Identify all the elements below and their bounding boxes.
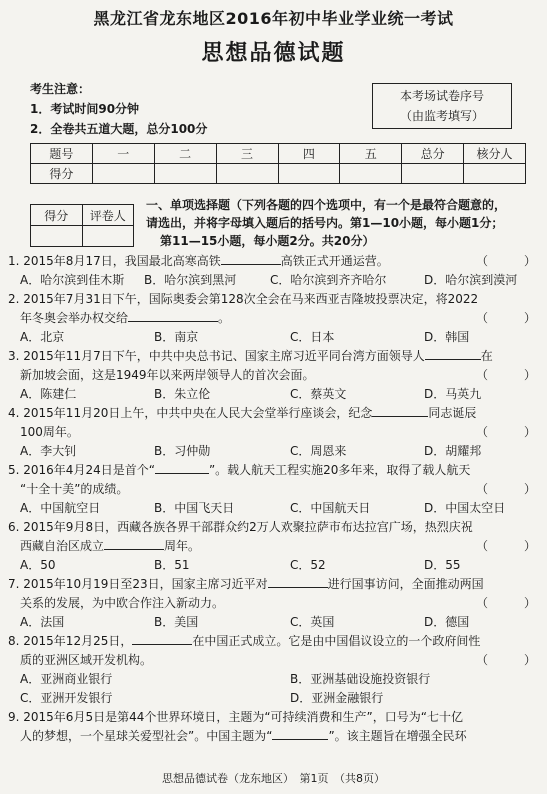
q7-option-d[interactable]: D．德国 — [424, 615, 470, 629]
q4-stem-line1 — [8, 404, 476, 421]
q5-text-b: ”。载人航天工程实施20多年来，取得了载人航天 — [208, 463, 471, 477]
q2-stem-line2 — [20, 309, 230, 326]
q7-text-b: 进行国事访问，全面推动两国 — [327, 577, 484, 591]
q9-stem-line1: 9. 2015年6月5日是第44个世界环境日，主题为“可持续消费和生产”，口号为“七十亿 — [8, 710, 463, 724]
q8-option-b[interactable]: B．亚洲基础设施投资银行 — [290, 672, 431, 686]
q3-text-b: 在 — [480, 349, 493, 363]
q6-text-b: 周年。 — [164, 539, 201, 553]
score-header-cell: 核分人 — [464, 144, 526, 164]
q1-option-c[interactable]: C．哈尔滨到齐齐哈尔 — [270, 273, 387, 287]
q5-stem-line1 — [8, 461, 470, 478]
grader-score-cell[interactable] — [31, 226, 83, 247]
q6-option-a[interactable]: A．50 — [20, 558, 56, 572]
section1-line1: 一、单项选择题（下列各题的四个选项中，有一个是最符合题意的， — [146, 198, 507, 212]
section1-line3: 第11—15小题，每小题2分。共20分） — [160, 234, 375, 248]
q8-option-c[interactable]: C．亚洲开发银行 — [20, 691, 113, 705]
section1-line2: 请选出，并将字母填入题后的括号内。第1—10小题，每小题1分； — [146, 216, 504, 230]
q2-text: 年冬奥会举办权交给 — [20, 311, 129, 325]
q7-option-c[interactable]: C．英国 — [290, 615, 335, 629]
q6-option-d[interactable]: D．55 — [424, 558, 461, 572]
q2-option-a[interactable]: A．北京 — [20, 330, 65, 344]
grader-score-label: 得分 — [31, 205, 83, 226]
score-header-cell: 一 — [92, 144, 154, 164]
exam-title: 黑龙江省龙东地区2016年初中毕业学业统一考试 — [93, 9, 454, 28]
q5-option-a[interactable]: A．中国航空日 — [20, 501, 101, 515]
notice-item-2: 2．全卷共五道大题，总分100分 — [30, 122, 208, 136]
q7-stem-line1 — [8, 575, 484, 592]
q5-option-b[interactable]: B．中国飞天日 — [154, 501, 235, 515]
score-entry-cell[interactable] — [464, 164, 526, 184]
score-header-cell: 三 — [216, 144, 278, 164]
q7-stem-line2: 关系的发展，为中欧合作注入新动力。 — [20, 596, 225, 610]
q2-option-c[interactable]: C．日本 — [290, 330, 335, 344]
score-entry-cell[interactable] — [402, 164, 464, 184]
q9-text-a: 人的梦想，一个星球关爱型社会”。中国主题为“ — [20, 729, 273, 743]
grader-label: 评卷人 — [82, 205, 134, 226]
q7-blank[interactable] — [268, 576, 328, 588]
q1-option-d[interactable]: D．哈尔滨到漠河 — [424, 273, 518, 287]
q1-text-a: 1. 2015年8月17日，我国最北高寒高铁 — [8, 254, 221, 268]
q4-option-b[interactable]: B．习仲勋 — [154, 444, 211, 458]
q3-option-c[interactable]: C．蔡英文 — [290, 387, 347, 401]
grader-table — [30, 204, 134, 247]
grader-name-cell[interactable] — [82, 226, 134, 247]
q2-option-d[interactable]: D．韩国 — [424, 330, 470, 344]
q3-answer-paren[interactable]: （ ） — [476, 368, 537, 382]
q8-stem-line2: 质的亚洲区域开发机构。 — [20, 653, 153, 667]
score-table — [30, 143, 526, 184]
q5-option-d[interactable]: D．中国太空日 — [424, 501, 506, 515]
q5-answer-paren[interactable]: （ ） — [476, 482, 537, 496]
q4-text-b: 同志诞辰 — [428, 406, 477, 420]
q5-option-c[interactable]: C．中国航天日 — [290, 501, 371, 515]
q2-stem-line1: 2. 2015年7月31日下午，国际奥委会第128次全会在马来西亚吉隆坡投票决定，将2022 — [8, 292, 479, 306]
q8-answer-paren[interactable]: （ ） — [476, 653, 537, 667]
q8-option-a[interactable]: A．亚洲商业银行 — [20, 672, 113, 686]
q3-option-d[interactable]: D．马英九 — [424, 387, 482, 401]
q4-text-a: 4. 2015年11月20日上午，中共中央在人民大会堂举行座谈会，纪念 — [8, 406, 373, 420]
q6-blank[interactable] — [104, 538, 164, 550]
score-entry-cell[interactable] — [216, 164, 278, 184]
q6-answer-paren[interactable]: （ ） — [476, 539, 537, 553]
score-entry-cell[interactable] — [340, 164, 402, 184]
score-entry-cell[interactable] — [92, 164, 154, 184]
q9-stem-line2 — [20, 727, 467, 744]
score-header-cell: 四 — [278, 144, 340, 164]
q8-stem-line1 — [8, 632, 480, 649]
q8-blank[interactable] — [132, 633, 192, 645]
q3-stem-line2: 新加坡会面，这是1949年以来两岸领导人的首次会面。 — [20, 368, 315, 382]
q6-stem-line1: 6. 2015年9月8日，西藏各族各界干部群众约2万人欢聚拉萨市布达拉宫广场，热烈庆祝 — [8, 520, 473, 534]
q6-option-b[interactable]: B．51 — [154, 558, 190, 572]
q1-text-b: 高铁正式开通运营。 — [280, 254, 389, 268]
q3-stem-line1 — [8, 347, 493, 364]
q4-option-a[interactable]: A．李大钊 — [20, 444, 77, 458]
q9-text-b: ”。该主题旨在增强全民环 — [328, 729, 467, 743]
q6-option-c[interactable]: C．52 — [290, 558, 326, 572]
section1-instructions — [146, 196, 534, 250]
q3-option-a[interactable]: A．陈建仁 — [20, 387, 77, 401]
score-header-cell: 总分 — [402, 144, 464, 164]
q5-blank[interactable] — [155, 462, 209, 474]
q7-answer-paren[interactable]: （ ） — [476, 596, 537, 610]
notice-heading: 考生注意： — [30, 82, 91, 96]
q6-stem-line2 — [20, 537, 200, 554]
q1-option-a[interactable]: A．哈尔滨到佳木斯 — [20, 273, 125, 287]
score-header-cell: 五 — [340, 144, 402, 164]
q2-answer-paren[interactable]: （ ） — [476, 311, 537, 325]
q2-blank[interactable] — [128, 310, 218, 322]
q1-stem — [8, 252, 389, 269]
notice-item-1: 1．考试时间90分钟 — [30, 102, 140, 116]
q1-answer-paren[interactable]: （ ） — [476, 254, 537, 268]
q3-text-a: 3. 2015年11月7日下午，中共中央总书记、国家主席习近平同台湾方面领导人 — [8, 349, 425, 363]
q4-answer-paren[interactable]: （ ） — [476, 425, 537, 439]
q4-blank[interactable] — [372, 405, 428, 417]
q9-blank[interactable] — [272, 728, 328, 740]
q1-option-b[interactable]: B．哈尔滨到黑河 — [144, 273, 237, 287]
q7-text-a: 7. 2015年10月19日至23日，国家主席习近平对 — [8, 577, 268, 591]
q3-blank[interactable] — [425, 348, 481, 360]
exam-subject-title: 思想品德试题 — [201, 41, 346, 66]
q1-blank[interactable] — [221, 253, 281, 265]
score-header-cell: 二 — [154, 144, 216, 164]
q8-text-b: 在中国正式成立。它是由中国倡议设立的一个政府间性 — [192, 634, 481, 648]
score-header-cell: 题号 — [31, 144, 93, 164]
q2-option-b[interactable]: B．南京 — [154, 330, 199, 344]
seat-box-line1: 本考场试卷序号 — [399, 89, 484, 103]
seat-number-box — [372, 83, 512, 129]
q6-text-a: 西藏自治区成立 — [20, 539, 105, 553]
q4-stem-line2: 100周年。 — [20, 425, 79, 439]
q4-option-c[interactable]: C．周恩来 — [290, 444, 347, 458]
score-table-header-row — [31, 144, 526, 164]
q8-text-a: 8. 2015年12月25日， — [8, 634, 133, 648]
q7-option-b[interactable]: B．美国 — [154, 615, 199, 629]
score-entry-cell[interactable] — [154, 164, 216, 184]
q2-text-end: 。 — [218, 311, 231, 325]
seat-box-line2: （由监考填写） — [399, 109, 484, 123]
q7-option-a[interactable]: A．法国 — [20, 615, 65, 629]
page-footer: 思想品德试卷（龙东地区） 第1页 （共8页） — [162, 772, 385, 785]
q5-text-a: 5. 2016年4月24日是首个“ — [8, 463, 155, 477]
q3-option-b[interactable]: B．朱立伦 — [154, 387, 211, 401]
score-table-score-row — [31, 164, 526, 184]
q4-option-d[interactable]: D．胡耀邦 — [424, 444, 482, 458]
score-entry-cell[interactable] — [278, 164, 340, 184]
score-row-label: 得分 — [31, 164, 93, 184]
q8-option-d[interactable]: D．亚洲金融银行 — [290, 691, 384, 705]
q5-stem-line2: “十全十美”的成绩。 — [20, 482, 129, 496]
